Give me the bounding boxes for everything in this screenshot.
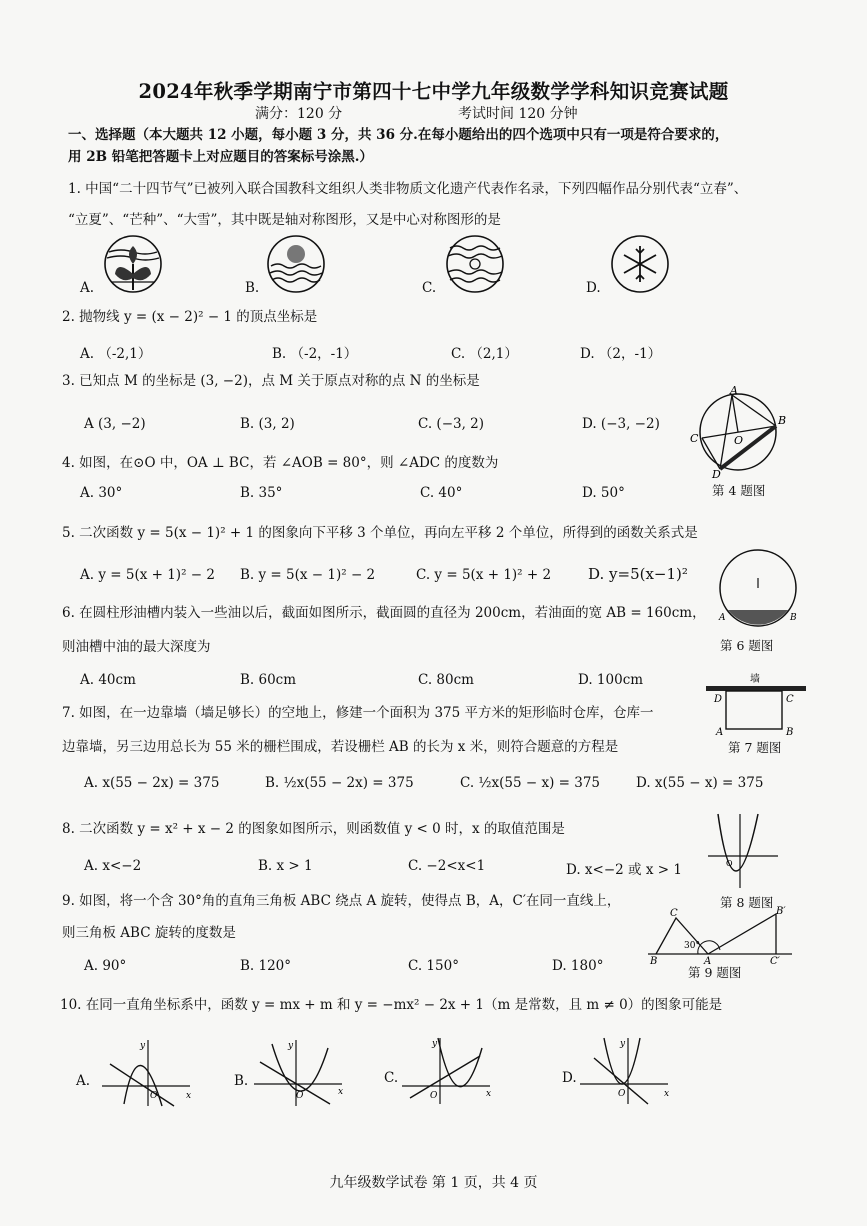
q7-warehouse-figure: [704, 672, 808, 738]
q5-option-b: B. y = 5(x − 1)² − 2: [240, 567, 376, 583]
q9-option-c: C. 150°: [408, 958, 459, 974]
q10-graph-a: [100, 1036, 196, 1108]
q10-option-d: D.: [562, 1070, 577, 1086]
q9-line2: 则三角板 ABC 旋转的度数是: [62, 925, 236, 941]
q10d-label-y: y: [620, 1039, 626, 1049]
q7-option-b: B. ½x(55 − 2x) = 375: [265, 775, 414, 791]
exam-title: 2024年秋季学期南宁市第四十七中学九年级数学学科知识竞赛试题: [138, 80, 729, 103]
q5-stem: 5. 二次函数 y = 5(x − 1)² + 1 的图象向下平移 3 个单位，再向左平移 2 个单位，所得到的函数关系式是: [62, 525, 698, 541]
q5-option-a: A. y = 5(x + 1)² − 2: [80, 567, 215, 583]
q7-wall-label: 墙: [750, 674, 760, 685]
exam-time: 考试时间 120 分钟: [458, 106, 578, 122]
q6-label-a: A: [719, 613, 726, 623]
q6-oil-tank-figure: [716, 548, 800, 632]
q6-caption: 第 6 题图: [720, 638, 774, 653]
q2-option-d: D. （2，-1）: [580, 346, 662, 362]
q8-option-a: A. x<−2: [84, 858, 142, 874]
q7-caption: 第 7 题图: [728, 740, 782, 755]
q8-label-o: O: [726, 859, 733, 868]
q7-label-b: B: [786, 727, 794, 738]
mangzhong-wave-icon: [445, 234, 505, 294]
q10c-label-o: O: [430, 1091, 438, 1101]
q9-label-c-prime: C′: [770, 956, 780, 967]
q1-line1: 1. 中国“二十四节气”已被列入联合国教科文组织人类非物质文化遗产代表作名录，下列四幅作品分别代表“立春”、: [68, 181, 748, 197]
q4-option-c: C. 40°: [420, 485, 463, 501]
q10a-label-x: x: [186, 1091, 192, 1101]
q4-option-a: A. 30°: [80, 485, 123, 501]
q4-option-b: B. 35°: [240, 485, 283, 501]
q6-line2: 则油槽中油的最大深度为: [62, 639, 211, 655]
q10a-label-o: O: [150, 1091, 158, 1101]
q6-option-d: D. 100cm: [578, 672, 644, 688]
q1-line2: “立夏”、“芒种”、“大雪”，其中既是轴对称图形，又是中心对称图形的是: [68, 212, 501, 228]
q7-label-c: C: [786, 694, 794, 705]
section-heading-line2: 用 2B 铅笔把答题卡上对应题目的答案标号涂黑.）: [68, 149, 373, 165]
q6-option-a: A. 40cm: [80, 672, 136, 688]
q8-option-c: C. −2<x<1: [408, 858, 486, 874]
q5-option-c: C. y = 5(x + 1)² + 2: [416, 567, 552, 583]
q6-line1: 6. 在圆柱形油槽内装入一些油以后，截面如图所示，截面圆的直径为 200cm，若油面的宽 AB = 160cm，: [62, 605, 706, 621]
q8-stem: 8. 二次函数 y = x² + x − 2 的图象如图所示，则函数值 y < 0 时，x 的取值范围是: [62, 821, 565, 837]
q9-option-a: A. 90°: [84, 958, 127, 974]
q3-option-d: D. (−3, −2): [582, 416, 660, 432]
q9-label-c: C: [670, 908, 678, 919]
q10b-label-o: O: [296, 1091, 304, 1101]
q2-option-a: A. （-2,1）: [80, 346, 152, 362]
q10b-label-x: x: [338, 1087, 344, 1097]
q9-line1: 9. 如图，将一个含 30°角的直角三角板 ABC 绕点 A 旋转，使得点 B，A，C′在同一直线上，: [62, 893, 621, 909]
q1-option-b: B.: [245, 280, 260, 296]
q10-option-c: C.: [384, 1070, 399, 1086]
q10c-label-x: x: [486, 1089, 492, 1099]
q2-option-c: C. （2,1）: [451, 346, 518, 362]
q10d-label-x: x: [664, 1089, 670, 1099]
q4-label-d: D: [712, 468, 721, 481]
q7-option-c: C. ½x(55 − x) = 375: [460, 775, 601, 791]
q9-caption: 第 9 题图: [688, 965, 742, 980]
q10-graph-d: [578, 1034, 674, 1106]
q9-option-b: B. 120°: [240, 958, 292, 974]
q10-option-a: A.: [76, 1073, 91, 1089]
q9-label-b-prime: B′: [776, 906, 786, 917]
q8-option-b: B. x > 1: [258, 858, 313, 874]
q3-option-a: A (3, −2): [84, 416, 146, 432]
q10a-label-y: y: [140, 1041, 146, 1051]
q4-label-c: C: [690, 432, 699, 445]
q4-stem: 4. 如图，在⊙O 中，OA ⊥ BC，若 ∠AOB = 80°，则 ∠ADC 的度数为: [62, 455, 499, 471]
q4-label-a: A: [730, 384, 738, 397]
q3-option-c: C. (−3, 2): [418, 416, 485, 432]
q8-parabola-figure: [706, 810, 782, 892]
q9-rotation-figure: [646, 906, 796, 967]
q4-label-b: B: [778, 414, 787, 427]
q7-line2: 边靠墙，另三边用总长为 55 米的栅栏围成，若设栅栏 AB 的长为 x 米，则符合题意的方程是: [62, 739, 619, 755]
q9-label-a: A: [704, 956, 712, 967]
q7-option-d: D. x(55 − x) = 375: [636, 775, 764, 791]
full-score: 满分：120 分: [255, 106, 343, 122]
lichun-sprout-icon: [103, 234, 163, 294]
q5-option-d: D. y=5(x−1)²: [588, 565, 688, 583]
page-footer: 九年级数学试卷 第 1 页，共 4 页: [329, 1175, 538, 1191]
q4-label-o: O: [734, 434, 744, 447]
q2-option-b: B. （-2，-1）: [272, 346, 358, 362]
q6-label-b: B: [790, 613, 797, 623]
q7-option-a: A. x(55 − 2x) = 375: [84, 775, 220, 791]
section-heading-line1: 一、选择题（本大题共 12 小题，每小题 3 分，共 36 分.在每小题给出的四个选项中只有一项是符合要求的，: [68, 127, 729, 143]
q9-option-d: D. 180°: [552, 958, 604, 974]
daxue-snowflake-icon: [610, 234, 670, 294]
q10-graph-b: [252, 1036, 348, 1108]
q6-option-b: B. 60cm: [240, 672, 297, 688]
q9-label-b: B: [650, 956, 658, 967]
q1-option-a: A.: [80, 280, 95, 296]
q3-stem: 3. 已知点 M 的坐标是 (3, −2)，点 M 关于原点对称的点 N 的坐标是: [62, 373, 480, 389]
q4-caption: 第 4 题图: [712, 483, 766, 498]
q10d-label-o: O: [618, 1089, 626, 1099]
q6-option-c: C. 80cm: [418, 672, 474, 688]
lixia-sun-icon: [266, 234, 326, 294]
q10-graph-c: [400, 1034, 496, 1106]
q4-circle-figure: [690, 386, 790, 482]
q10-option-b: B.: [234, 1073, 249, 1089]
q10b-label-y: y: [288, 1041, 294, 1051]
q3-option-b: B. (3, 2): [240, 416, 295, 432]
q10-stem: 10. 在同一直角坐标系中，函数 y = mx + m 和 y = −mx² − 2x + 1（m 是常数，且 m ≠ 0）的图象可能是: [60, 997, 723, 1013]
q1-option-c: C.: [422, 280, 437, 296]
q8-option-d: D. x<−2 或 x > 1: [566, 862, 682, 878]
q8-caption: 第 8 题图: [720, 895, 774, 910]
q10c-label-y: y: [432, 1039, 438, 1049]
q2-stem: 2. 抛物线 y = (x − 2)² − 1 的顶点坐标是: [62, 309, 318, 325]
q4-option-d: D. 50°: [582, 485, 625, 501]
q7-label-a: A: [716, 727, 724, 738]
q7-line1: 7. 如图，在一边靠墙（墙足够长）的空地上，修建一个面积为 375 平方米的矩形临时仓库，仓库一: [62, 705, 654, 721]
q1-option-d: D.: [586, 280, 601, 296]
q7-label-d: D: [714, 694, 723, 705]
q9-label-angle: 30°: [684, 941, 700, 951]
